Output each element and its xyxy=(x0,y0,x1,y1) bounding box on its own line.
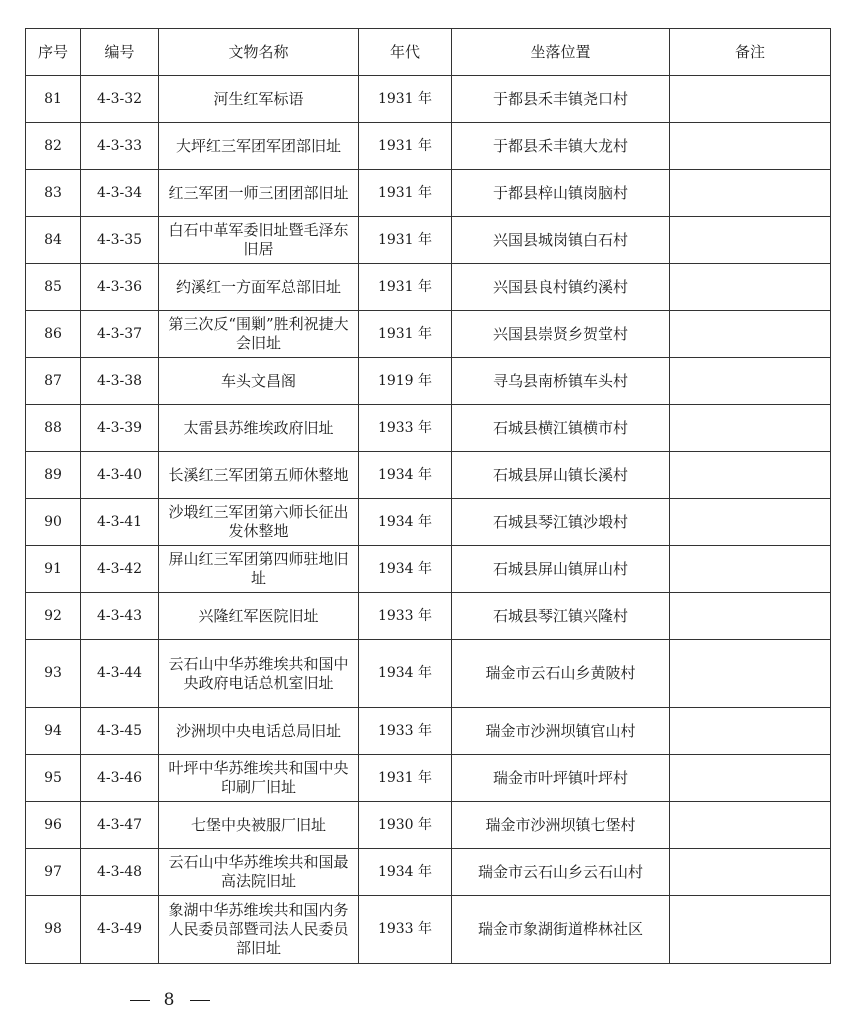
cell-location: 瑞金市云石山乡黄陂村 xyxy=(452,640,670,708)
cell-remarks xyxy=(670,217,831,264)
cell-relic-name: 第三次反“围剿”胜利祝捷大会旧址 xyxy=(159,311,359,358)
cell-era: 1934 年 xyxy=(359,849,452,896)
table-row xyxy=(26,405,831,452)
table-row xyxy=(26,546,831,593)
cell-era: 1931 年 xyxy=(359,170,452,217)
cell-location: 瑞金市沙洲坝镇七堡村 xyxy=(452,802,670,849)
cell-remarks xyxy=(670,311,831,358)
cell-era: 1931 年 xyxy=(359,123,452,170)
cell-relic-name: 屏山红三军团第四师驻地旧址 xyxy=(159,546,359,593)
cell-remarks xyxy=(670,708,831,755)
cell-era: 1934 年 xyxy=(359,640,452,708)
cell-serial: 97 xyxy=(26,849,81,896)
header-code: 编号 xyxy=(81,29,159,76)
cell-serial: 96 xyxy=(26,802,81,849)
cell-serial: 82 xyxy=(26,123,81,170)
cell-serial: 94 xyxy=(26,708,81,755)
cell-relic-name: 沙洲坝中央电话总局旧址 xyxy=(159,708,359,755)
cell-era: 1919 年 xyxy=(359,358,452,405)
cell-location: 于都县梓山镇岗脑村 xyxy=(452,170,670,217)
cell-relic-name: 河生红军标语 xyxy=(159,76,359,123)
cell-era: 1931 年 xyxy=(359,76,452,123)
cell-relic-name: 云石山中华苏维埃共和国最高法院旧址 xyxy=(159,849,359,896)
cell-location: 兴国县良村镇约溪村 xyxy=(452,264,670,311)
cell-code: 4-3-37 xyxy=(81,311,159,358)
cell-code: 4-3-32 xyxy=(81,76,159,123)
table-row xyxy=(26,76,831,123)
table-row xyxy=(26,755,831,802)
cell-location: 石城县屏山镇长溪村 xyxy=(452,452,670,499)
cell-code: 4-3-35 xyxy=(81,217,159,264)
cell-location: 寻乌县南桥镇车头村 xyxy=(452,358,670,405)
dash-right xyxy=(190,1000,210,1001)
cell-era: 1931 年 xyxy=(359,755,452,802)
table-row xyxy=(26,123,831,170)
header-remarks: 备注 xyxy=(670,29,831,76)
cell-location: 于都县禾丰镇尧口村 xyxy=(452,76,670,123)
cell-era: 1933 年 xyxy=(359,896,452,964)
cell-remarks xyxy=(670,76,831,123)
cell-remarks xyxy=(670,546,831,593)
cell-location: 石城县屏山镇屏山村 xyxy=(452,546,670,593)
cell-serial: 81 xyxy=(26,76,81,123)
cell-relic-name: 约溪红一方面军总部旧址 xyxy=(159,264,359,311)
cell-code: 4-3-45 xyxy=(81,708,159,755)
cell-remarks xyxy=(670,802,831,849)
cell-relic-name: 沙塅红三军团第六师长征出发休整地 xyxy=(159,499,359,546)
header-serial: 序号 xyxy=(26,29,81,76)
cell-code: 4-3-41 xyxy=(81,499,159,546)
header-location: 坐落位置 xyxy=(452,29,670,76)
page-number: 8 xyxy=(163,990,177,1010)
cell-serial: 95 xyxy=(26,755,81,802)
cell-relic-name: 大坪红三军团军团部旧址 xyxy=(159,123,359,170)
table-row xyxy=(26,802,831,849)
cell-serial: 92 xyxy=(26,593,81,640)
cell-location: 兴国县崇贤乡贺堂村 xyxy=(452,311,670,358)
cell-code: 4-3-39 xyxy=(81,405,159,452)
cell-relic-name: 七堡中央被服厂旧址 xyxy=(159,802,359,849)
cell-era: 1930 年 xyxy=(359,802,452,849)
cell-location: 瑞金市沙洲坝镇官山村 xyxy=(452,708,670,755)
cell-remarks xyxy=(670,896,831,964)
cell-serial: 85 xyxy=(26,264,81,311)
table-row xyxy=(26,311,831,358)
cell-code: 4-3-42 xyxy=(81,546,159,593)
cell-serial: 90 xyxy=(26,499,81,546)
cell-serial: 83 xyxy=(26,170,81,217)
header-era: 年代 xyxy=(359,29,452,76)
table-row xyxy=(26,452,831,499)
table-row xyxy=(26,708,831,755)
cell-location: 石城县琴江镇兴隆村 xyxy=(452,593,670,640)
cell-location: 于都县禾丰镇大龙村 xyxy=(452,123,670,170)
cell-relic-name: 兴隆红军医院旧址 xyxy=(159,593,359,640)
cell-code: 4-3-46 xyxy=(81,755,159,802)
cell-location: 瑞金市象湖街道桦林社区 xyxy=(452,896,670,964)
cell-location: 瑞金市叶坪镇叶坪村 xyxy=(452,755,670,802)
cell-era: 1934 年 xyxy=(359,546,452,593)
cell-relic-name: 叶坪中华苏维埃共和国中央印刷厂旧址 xyxy=(159,755,359,802)
table-row xyxy=(26,264,831,311)
cell-serial: 86 xyxy=(26,311,81,358)
table-row xyxy=(26,170,831,217)
cell-relic-name: 象湖中华苏维埃共和国内务人民委员部暨司法人民委员部旧址 xyxy=(159,896,359,964)
cultural-relics-table xyxy=(25,28,830,964)
cell-era: 1933 年 xyxy=(359,405,452,452)
cell-era: 1933 年 xyxy=(359,593,452,640)
cell-remarks xyxy=(670,593,831,640)
cell-serial: 91 xyxy=(26,546,81,593)
cell-code: 4-3-49 xyxy=(81,896,159,964)
table-row xyxy=(26,640,831,708)
cell-remarks xyxy=(670,264,831,311)
cell-code: 4-3-34 xyxy=(81,170,159,217)
cell-code: 4-3-36 xyxy=(81,264,159,311)
cell-era: 1934 年 xyxy=(359,499,452,546)
table-row xyxy=(26,217,831,264)
cell-remarks xyxy=(670,452,831,499)
cell-remarks xyxy=(670,755,831,802)
cell-code: 4-3-44 xyxy=(81,640,159,708)
cell-code: 4-3-47 xyxy=(81,802,159,849)
cell-serial: 87 xyxy=(26,358,81,405)
dash-left xyxy=(130,1000,150,1001)
cell-era: 1931 年 xyxy=(359,217,452,264)
cell-remarks xyxy=(670,499,831,546)
table-row xyxy=(26,358,831,405)
table-row xyxy=(26,896,831,964)
cell-code: 4-3-40 xyxy=(81,452,159,499)
cell-relic-name: 红三军团一师三团团部旧址 xyxy=(159,170,359,217)
cell-remarks xyxy=(670,170,831,217)
cell-remarks xyxy=(670,123,831,170)
cell-era: 1934 年 xyxy=(359,452,452,499)
cell-relic-name: 太雷县苏维埃政府旧址 xyxy=(159,405,359,452)
cell-serial: 89 xyxy=(26,452,81,499)
cell-relic-name: 长溪红三军团第五师休整地 xyxy=(159,452,359,499)
cell-remarks xyxy=(670,640,831,708)
cell-remarks xyxy=(670,849,831,896)
page-footer xyxy=(100,990,240,1010)
table-row xyxy=(26,593,831,640)
cell-remarks xyxy=(670,405,831,452)
cell-location: 石城县琴江镇沙塅村 xyxy=(452,499,670,546)
cell-code: 4-3-33 xyxy=(81,123,159,170)
cell-code: 4-3-48 xyxy=(81,849,159,896)
cell-era: 1931 年 xyxy=(359,311,452,358)
table-row xyxy=(26,849,831,896)
cell-serial: 88 xyxy=(26,405,81,452)
relics-table xyxy=(25,28,831,964)
cell-era: 1931 年 xyxy=(359,264,452,311)
cell-era: 1933 年 xyxy=(359,708,452,755)
cell-serial: 84 xyxy=(26,217,81,264)
cell-relic-name: 白石中革军委旧址暨毛泽东旧居 xyxy=(159,217,359,264)
cell-remarks xyxy=(670,358,831,405)
cell-location: 石城县横江镇横市村 xyxy=(452,405,670,452)
table-row xyxy=(26,499,831,546)
table-body xyxy=(26,76,831,964)
cell-location: 兴国县城岗镇白石村 xyxy=(452,217,670,264)
cell-serial: 93 xyxy=(26,640,81,708)
cell-relic-name: 车头文昌阁 xyxy=(159,358,359,405)
cell-code: 4-3-38 xyxy=(81,358,159,405)
cell-serial: 98 xyxy=(26,896,81,964)
cell-relic-name: 云石山中华苏维埃共和国中央政府电话总机室旧址 xyxy=(159,640,359,708)
header-relic-name: 文物名称 xyxy=(159,29,359,76)
cell-location: 瑞金市云石山乡云石山村 xyxy=(452,849,670,896)
cell-code: 4-3-43 xyxy=(81,593,159,640)
table-header-row xyxy=(26,29,831,76)
